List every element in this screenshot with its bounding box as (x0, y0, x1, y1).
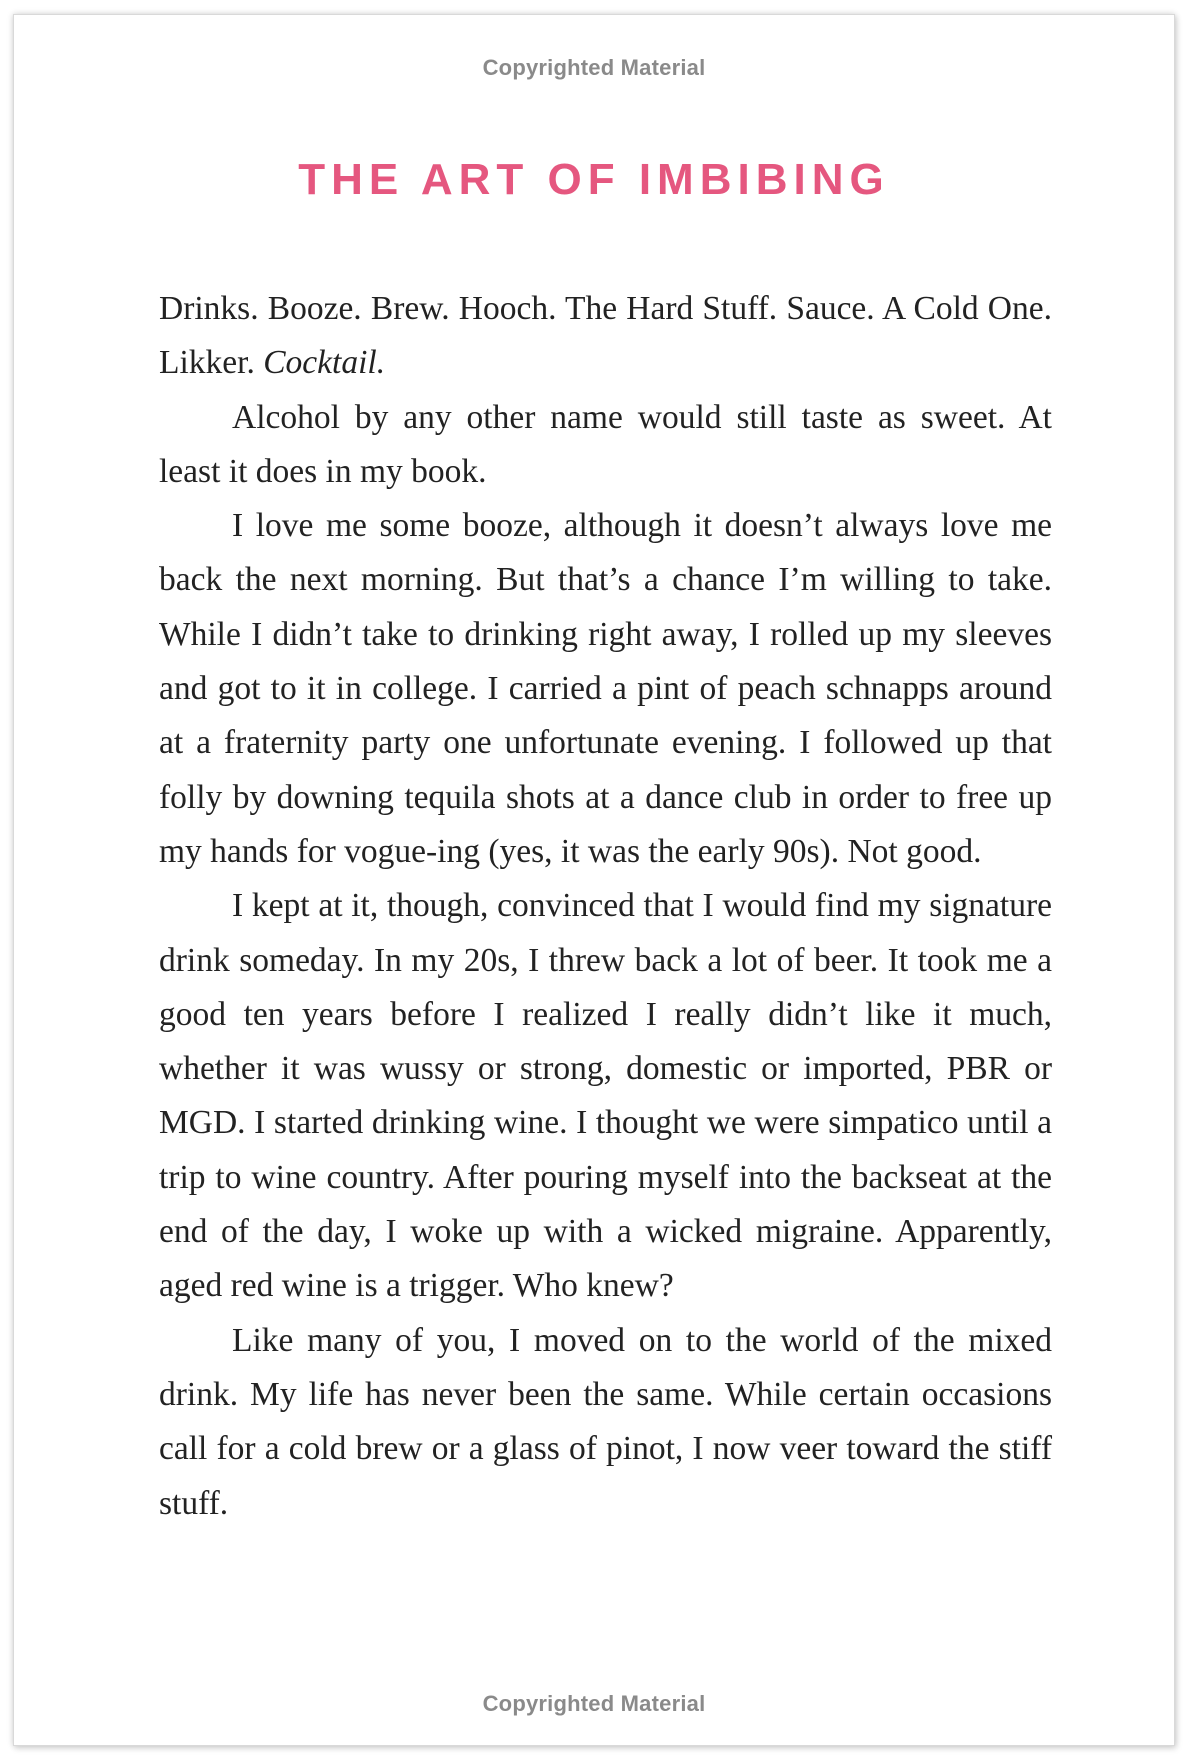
paragraph-4: I kept at it, though, convinced that I would find my signature drink someday. In my 20s, I threw back a lot of beer. It took me a good ten years before I realized I really didn’t like it much, whether it was wussy or strong, domestic or imported, PBR or MGD. I started drinking wine. I thought we were simpatico until a trip to wine country. After pouring myself into the backseat at the end of the day, I woke up with a wicked migraine. Apparently, aged red wine is a trigger. Who knew? (159, 887, 1052, 1305)
copyright-watermark-bottom: Copyrighted Material (482, 1691, 706, 1716)
body-text (159, 282, 1052, 1531)
paragraph-1-italic: Cocktail. (263, 344, 386, 382)
book-page (13, 14, 1175, 1746)
copyright-watermark-top: Copyrighted Material (482, 55, 706, 80)
paragraph-3: I love me some booze, although it doesn’t always love me back the next morning. But that’s a chance I’m willing to take. While I didn’t take to drinking right away, I rolled up my sleeves and got to it in college. I carried a pint of peach schnapps around at a fraternity party one unfortunate evening. I followed up that folly by downing tequila shots at a dance club in order to free up my hands for vogue-ing (yes, it was the early 90s). Not good. (159, 507, 1052, 870)
paragraph-2: Alcohol by any other name would still taste as sweet. At least it does in my book. (159, 398, 1052, 490)
paragraph-1-text: Drinks. Booze. Brew. Hooch. The Hard Stuff. Sauce. A Cold One. Likker. (159, 290, 1052, 382)
paragraph-1 (159, 282, 1052, 391)
chapter-title: THE ART OF IMBIBING (298, 155, 890, 204)
paragraph-5: Like many of you, I moved on to the world of the mixed drink. My life has never been the same. While certain occasions call for a cold brew or a glass of pinot, I now veer toward the stiff stuff. (159, 1321, 1052, 1522)
